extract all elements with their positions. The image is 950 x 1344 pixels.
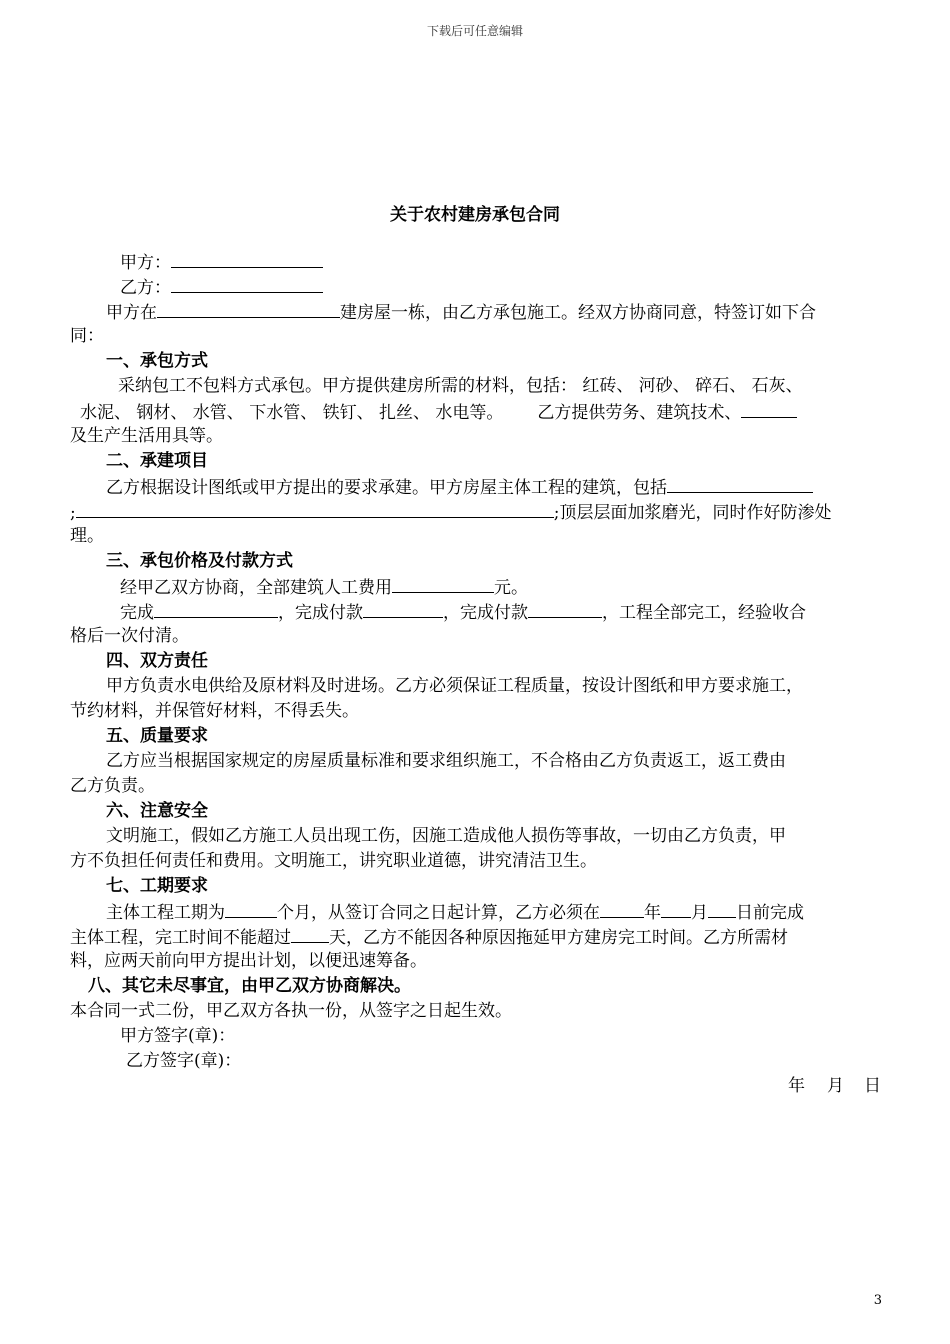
section-2-line-1: [106, 474, 918, 500]
section-4-line-1: 甲方负责水电供给及原材料及时进场。乙方必须保证工程质量，按设计图纸和甲方要求施工，: [106, 676, 803, 696]
section-2-semicolon: ;: [70, 503, 76, 523]
section-3-line-2: [120, 599, 932, 625]
party-a-signature: 甲方签字(章)：: [120, 1026, 236, 1046]
section-2-line-2: [70, 499, 882, 525]
section-3-yuan: 元。: [494, 578, 528, 598]
payment-1-blank[interactable]: [363, 599, 443, 618]
section-1-heading: 一、承包方式: [106, 351, 208, 371]
section-5-line-2: 乙方负责。: [70, 776, 155, 796]
section-1-materials: 水泥、 钢材、 水管、 下水管、 铁钉、 扎丝、 水电等。: [80, 403, 504, 423]
section-1-provides: 乙方提供劳务、建筑技术、: [537, 403, 742, 423]
section-4-heading: 四、双方责任: [106, 651, 208, 671]
section-2-heading: 二、承建项目: [106, 451, 208, 471]
section-1-line-3: 及生产生活用具等。: [70, 426, 223, 446]
section-3-heading: 三、承包价格及付款方式: [106, 551, 293, 571]
intro-text-1: 甲方在: [106, 303, 157, 323]
section-3-complete-1: 完成: [120, 603, 154, 623]
section-5-heading: 五、质量要求: [106, 726, 208, 746]
section-2-blank-1[interactable]: [667, 474, 813, 493]
section-3-line-3: 格后一次付清。: [70, 626, 189, 646]
section-7-text-1: 主体工程工期为: [106, 903, 225, 923]
section-1-blank[interactable]: [741, 399, 797, 418]
section-3-pay-1: ，完成付款: [278, 603, 363, 623]
section-7-line-1: [106, 899, 918, 925]
section-2-text-2: ;顶层层面加浆磨光，同时作好防渗处: [553, 503, 832, 523]
section-7-line-3: 料，应两天前向甲方提出计划，以便迅速筹备。: [70, 951, 427, 971]
signing-date: [788, 1074, 882, 1098]
party-b-line: [120, 274, 932, 300]
party-b-blank[interactable]: [171, 274, 323, 293]
section-7-text-3: 日前完成: [736, 903, 804, 923]
section-7-line-2: [70, 924, 882, 950]
section-4-line-2: 节约材料，并保管好材料，不得丢失。: [70, 701, 359, 721]
section-3-text-1: 经甲乙双方协商，全部建筑人工费用: [120, 578, 392, 598]
intro-location-blank[interactable]: [157, 299, 340, 318]
section-3-pay-2: ，完成付款: [443, 603, 528, 623]
intro-line-2: 同：: [70, 326, 104, 346]
section-1-line-1: 采纳包工不包料方式承包。甲方提供建房所需的材料，包括： 红砖、 河砂、 碎石、 石灰、: [118, 376, 803, 396]
date-month: 月: [827, 1076, 844, 1096]
party-a-blank[interactable]: [171, 249, 323, 268]
section-6-line-1: 文明施工，假如乙方施工人员出现工伤，因施工造成他人损伤等事故，一切由乙方负责，甲: [106, 826, 786, 846]
section-2-blank-2[interactable]: [76, 499, 554, 518]
day-blank[interactable]: [708, 899, 736, 918]
milestone-1-blank[interactable]: [154, 599, 278, 618]
section-7-month: 月: [691, 903, 708, 923]
section-7-text-2: 个月，从签订合同之日起计算，乙方必须在: [277, 903, 600, 923]
section-2-line-3: 理。: [70, 526, 104, 546]
days-blank[interactable]: [291, 924, 329, 943]
section-7-text-4: 主体工程，完工时间不能超过: [70, 928, 291, 948]
section-8-heading: 八、其它未尽事宜，由甲乙双方协商解决。: [88, 976, 411, 996]
intro-line-1: [106, 299, 918, 325]
months-blank[interactable]: [225, 899, 277, 918]
party-a-line: [120, 249, 932, 275]
page-title: 关于农村建房承包合同: [390, 205, 560, 225]
section-6-line-2: 方不负担任何责任和费用。文明施工，讲究职业道德，讲究清洁卫生。: [70, 851, 597, 871]
header-note: 下载后可任意编辑: [426, 24, 523, 38]
section-3-line-1: [120, 574, 932, 600]
section-5-line-1: 乙方应当根据国家规定的房屋质量标准和要求组织施工，不合格由乙方负责返工，返工费由: [106, 751, 786, 771]
year-blank[interactable]: [600, 899, 644, 918]
party-a-label: 甲方：: [120, 253, 171, 273]
section-7-year: 年: [644, 903, 661, 923]
page-number: 3: [873, 1293, 882, 1308]
closing-statement: 本合同一式二份，甲乙双方各执一份，从签字之日起生效。: [70, 1001, 512, 1021]
party-b-label: 乙方：: [120, 278, 171, 298]
party-b-signature: 乙方签字(章)：: [126, 1051, 242, 1071]
section-7-text-5: 天，乙方不能因各种原因拖延甲方建房完工时间。乙方所需材: [329, 928, 788, 948]
date-year: 年: [788, 1076, 805, 1096]
payment-2-blank[interactable]: [528, 599, 602, 618]
labor-cost-blank[interactable]: [392, 574, 494, 593]
section-7-heading: 七、工期要求: [106, 876, 208, 896]
month-blank[interactable]: [661, 899, 691, 918]
section-1-line-2: [80, 399, 892, 425]
section-3-text-2: ，工程全部完工，经验收合: [602, 603, 806, 623]
date-day: 日: [864, 1076, 881, 1096]
section-2-text-1: 乙方根据设计图纸或甲方提出的要求承建。甲方房屋主体工程的建筑，包括: [106, 478, 667, 498]
section-6-heading: 六、注意安全: [106, 801, 208, 821]
intro-text-2: 建房屋一栋，由乙方承包施工。经双方协商同意，特签订如下合: [340, 303, 816, 323]
